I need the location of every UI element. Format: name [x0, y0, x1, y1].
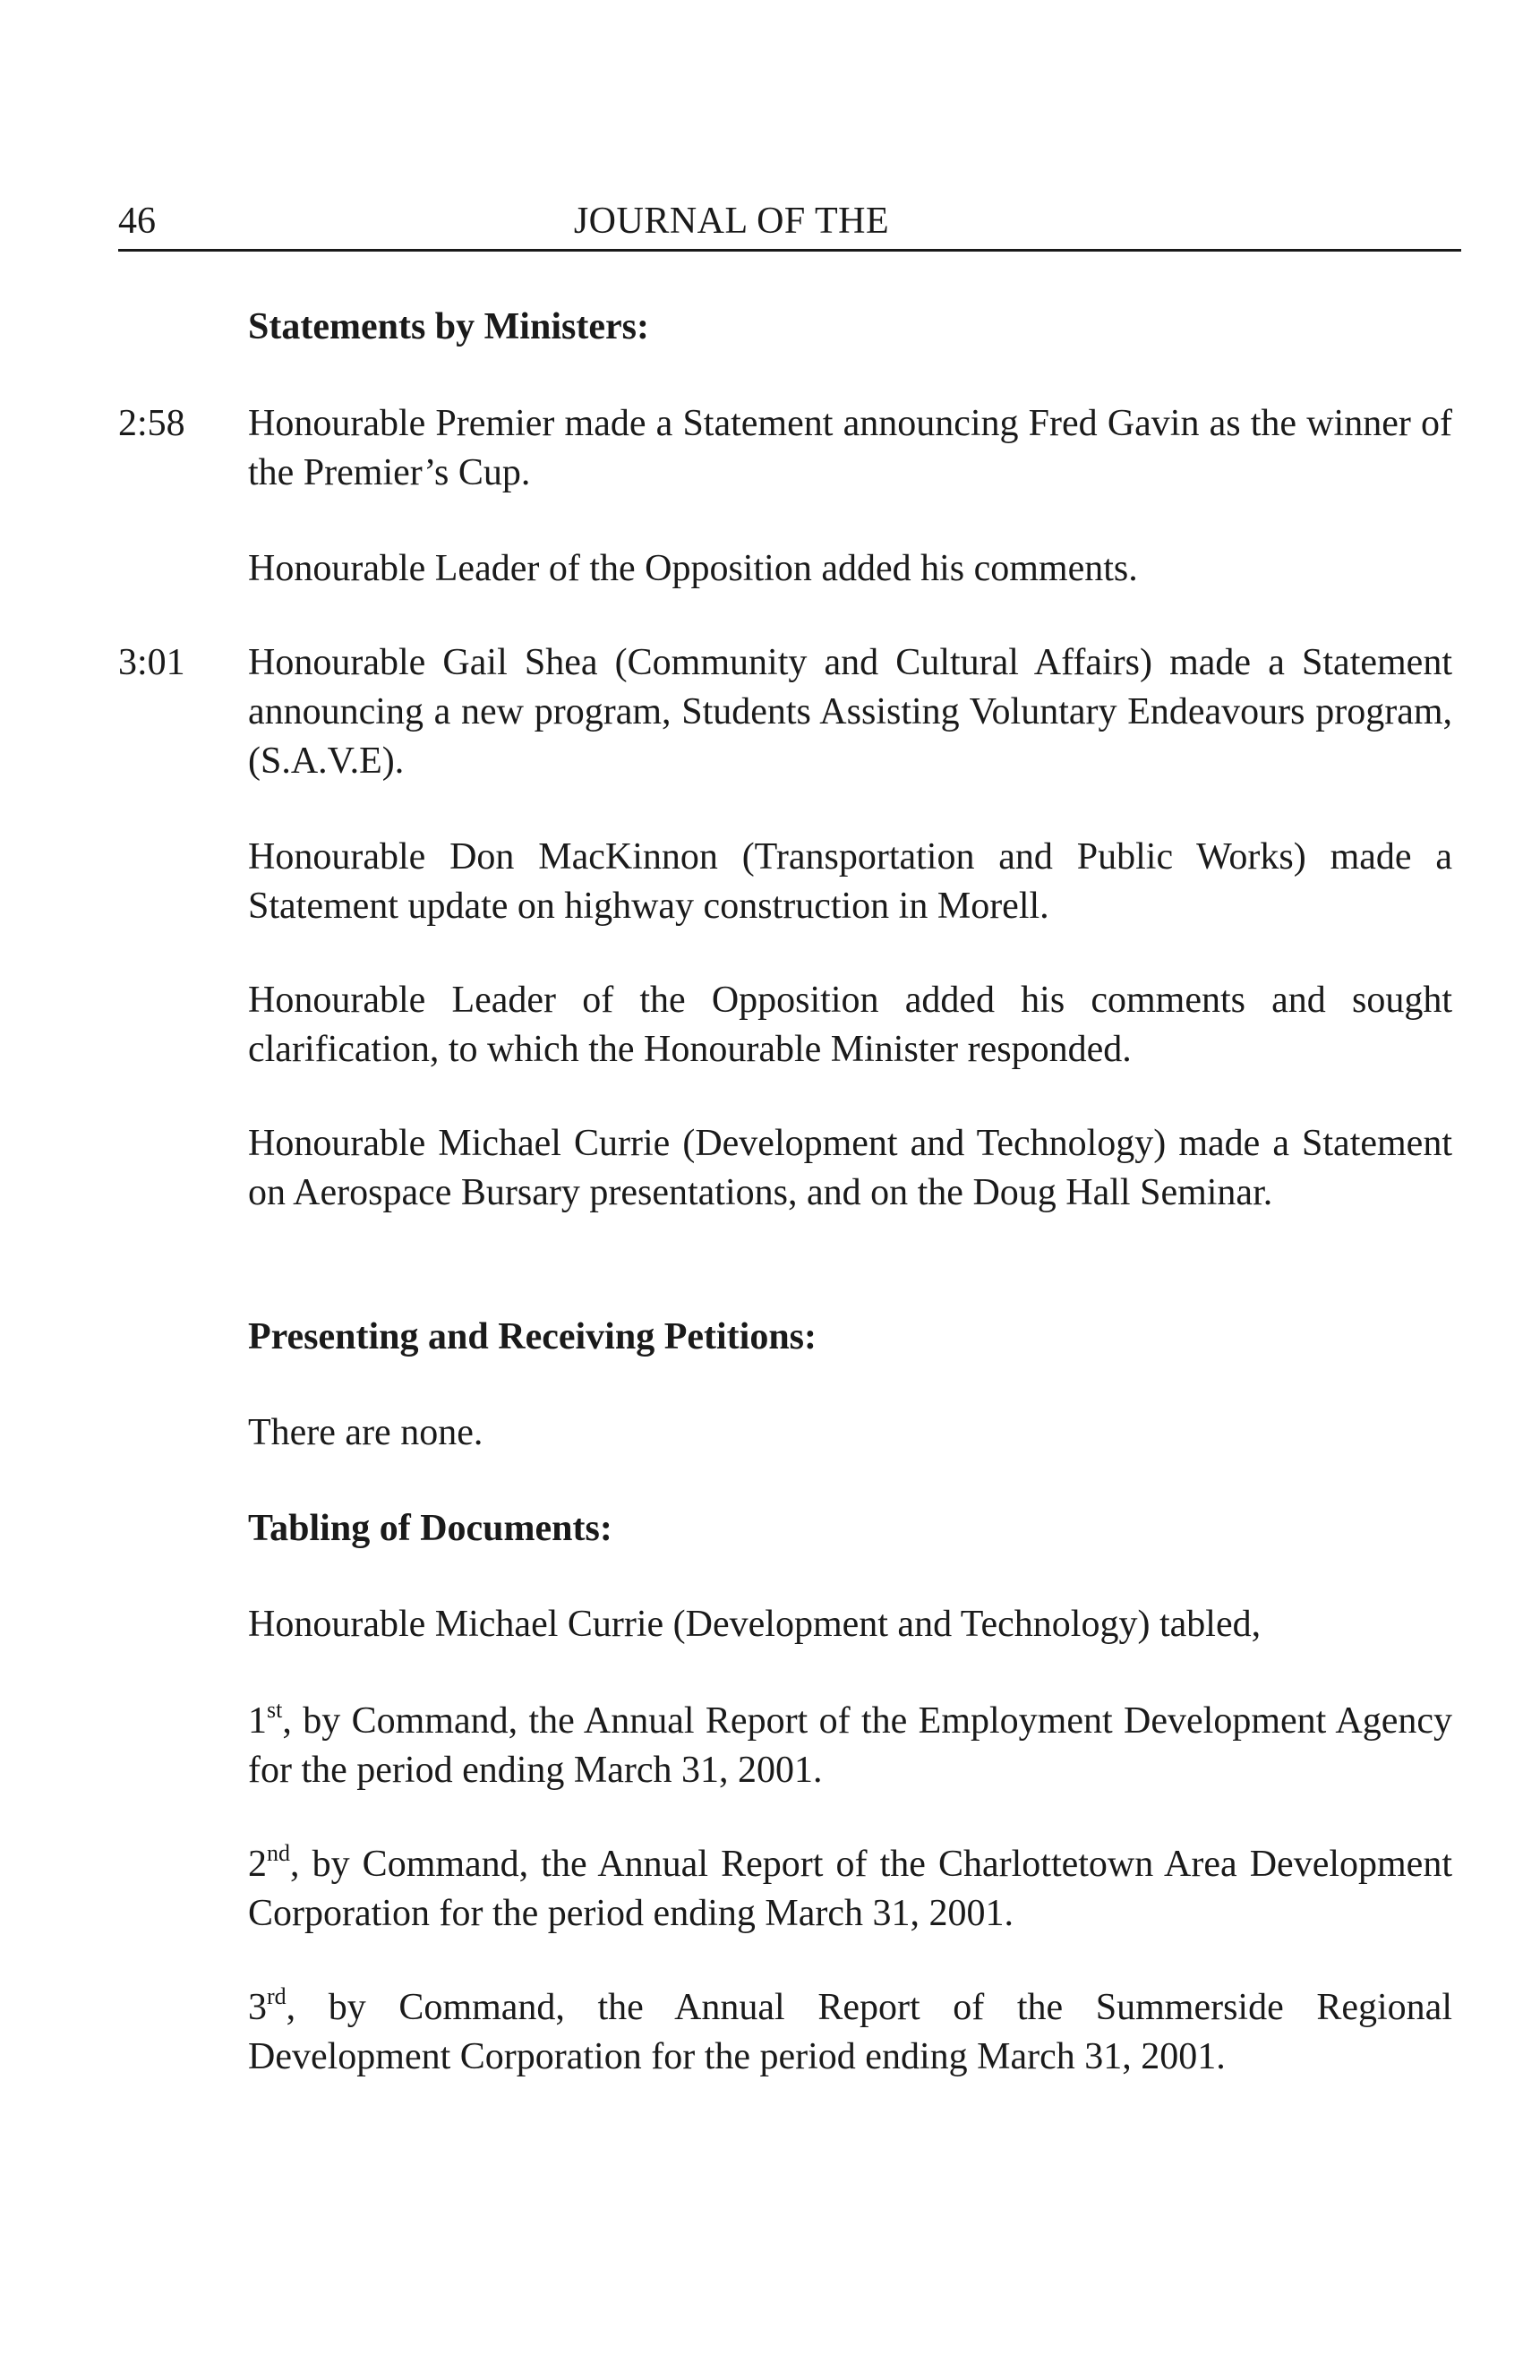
- time-stamp: 2:58: [118, 403, 185, 444]
- petitions-text: There are none.: [248, 1412, 483, 1453]
- petitions-heading: Presenting and Receiving Petitions:: [248, 1316, 817, 1357]
- document-item: [248, 1840, 1452, 1939]
- document-item-text: , by Command, the Annual Report of the Charlottetown Area Development Corporation for the period ending March 31, 2001.: [248, 1844, 1452, 1934]
- page-header: [118, 199, 1461, 252]
- statement-entry: Honourable Don MacKinnon (Transportation and Public Works) made a Statement update on highway construction in Morell.: [248, 836, 1452, 927]
- statements-heading: Statements by Ministers:: [248, 306, 649, 347]
- ordinal-suffix: nd: [267, 1840, 290, 1866]
- ordinal-number: 3: [248, 1987, 267, 2028]
- document-item-text: , by Command, the Annual Report of the Employment Development Agency for the period ending March 31, 2001.: [248, 1700, 1452, 1791]
- document-item: [248, 1697, 1452, 1795]
- statement-entry: Honourable Leader of the Opposition added his comments.: [248, 548, 1138, 589]
- ordinal-suffix: rd: [267, 1983, 287, 2009]
- documents-intro: Honourable Michael Currie (Development and Technology) tabled,: [248, 1604, 1262, 1645]
- document-item: [248, 1983, 1452, 2082]
- statement-entry: Honourable Gail Shea (Community and Cultural Affairs) made a Statement announcing a new program, Students Assisting Voluntary Endeavours program, (S.A.V.E).: [248, 642, 1452, 782]
- ordinal-number: 1: [248, 1700, 267, 1742]
- statement-entry: Honourable Premier made a Statement announcing Fred Gavin as the winner of the Premier’s Cup.: [248, 403, 1452, 493]
- ordinal-number: 2: [248, 1844, 267, 1885]
- ordinal-suffix: st: [267, 1697, 283, 1723]
- document-item-text: , by Command, the Annual Report of the Summerside Regional Development Corporation for the period ending March 31, 2001.: [248, 1987, 1452, 2077]
- statement-entry: Honourable Leader of the Opposition added his comments and sought clarification, to which the Honourable Minister responded.: [248, 980, 1452, 1070]
- statement-entry: Honourable Michael Currie (Development and Technology) made a Statement on Aerospace Bursary presentations, and on the Doug Hall Seminar.: [248, 1123, 1452, 1213]
- page-number: 46: [118, 201, 156, 242]
- running-head: JOURNAL OF THE: [573, 201, 890, 242]
- time-stamp: 3:01: [118, 642, 185, 683]
- documents-heading: Tabling of Documents:: [248, 1508, 612, 1549]
